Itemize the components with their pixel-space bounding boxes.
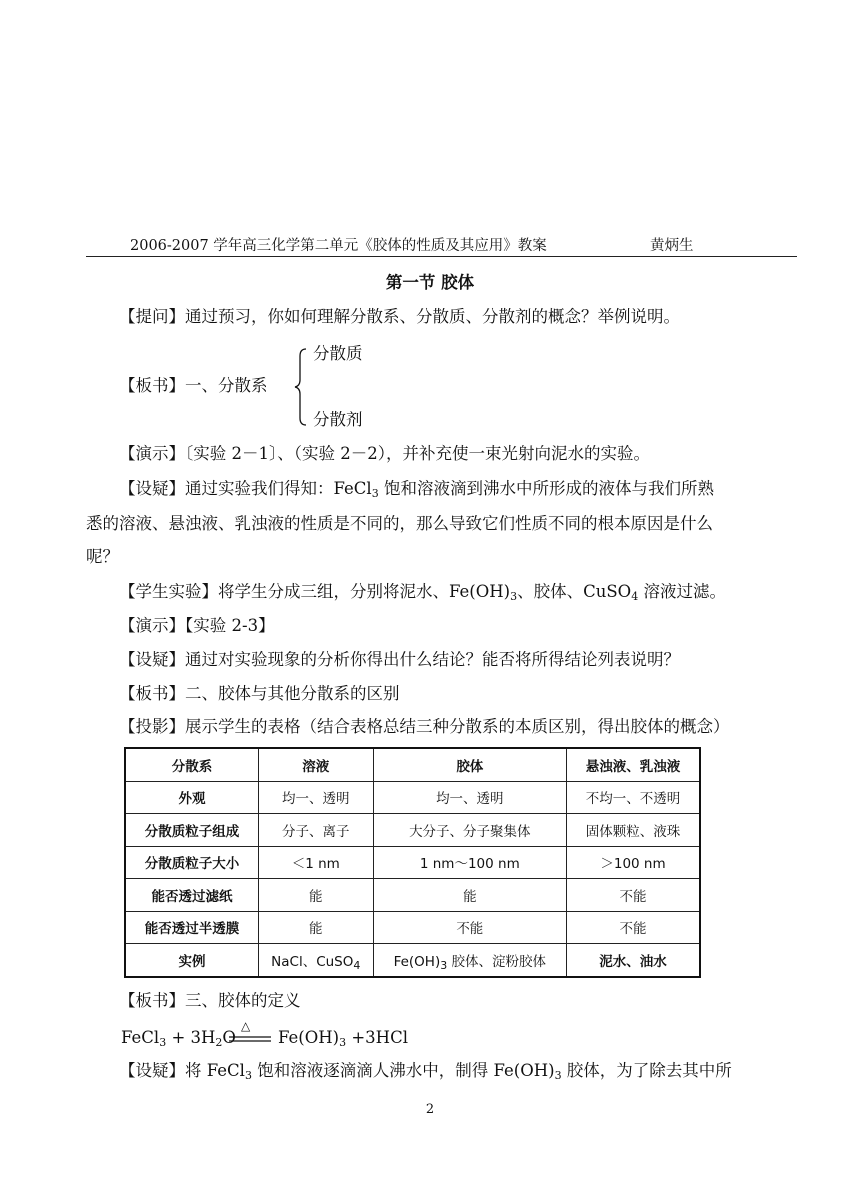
doubt-text: 胶体，为了除去其中所 (561, 1061, 732, 1080)
table-row-label: 分散质粒子组成 (125, 814, 258, 847)
table-row (125, 944, 700, 977)
tag-demo: 【演示】 (119, 444, 185, 463)
tag-board: 【板书】 (119, 991, 185, 1010)
equals-arrow-icon (229, 1030, 271, 1044)
cell-text: Fe(OH) (393, 953, 441, 970)
board-paragraph-3 (119, 990, 301, 1012)
projection-paragraph (119, 716, 730, 738)
hydrolysis-equation-right (278, 1027, 408, 1049)
demo-text-1: 〔实验 2－1〕、（实验 2－2），并补充使一束光射向泥水的实验。 (185, 444, 650, 463)
doubt-paragraph-1-line2: 悉的溶液、悬浊液、乳浊液的性质是不同的，那么导致它们性质不同的根本原因是什么 (86, 514, 713, 533)
subscript: 3 (159, 1036, 167, 1049)
table-cell: 能 (258, 879, 373, 912)
student-exp-pre: 将学生分成三组，分别将泥水、Fe(OH) (218, 582, 511, 601)
doubt-paragraph-2 (119, 649, 680, 671)
tag-question: 【提问】 (119, 307, 185, 326)
table-cell: 不能 (373, 911, 566, 944)
table-cell: 分子、离子 (258, 814, 373, 847)
doubt-text: 饱和溶液逐滴滴人沸水中，制得 Fe(OH) (251, 1061, 555, 1080)
tag-board: 【板书】 (119, 684, 185, 703)
table-cell: ＞100 nm (567, 846, 700, 879)
tag-board: 【板书】 (119, 376, 185, 395)
curly-brace-icon (294, 348, 308, 426)
table-row-label: 能否透过半透膜 (125, 911, 258, 944)
doubt-paragraph-1-line1 (119, 478, 714, 500)
table-cell: 固体颗粒、液珠 (567, 814, 700, 847)
eq-text: FeCl (121, 1028, 160, 1047)
doubt-paragraph-1-line3: 呢？ (86, 547, 119, 566)
question-text: 通过预习，你如何理解分散系、分散质、分散剂的概念？举例说明。 (185, 307, 680, 326)
doubt-paragraph-3 (119, 1060, 732, 1082)
table-cell (373, 944, 566, 977)
table-cell (258, 944, 373, 977)
subscript: 2 (215, 1036, 223, 1049)
board-paragraph-1 (119, 375, 268, 397)
demo-paragraph-2 (119, 615, 275, 637)
subscript: 3 (244, 1069, 252, 1082)
demo-paragraph-1 (119, 443, 650, 465)
subscript: 4 (353, 958, 361, 972)
board-paragraph-2 (119, 683, 400, 705)
page-number: 2 (425, 1102, 435, 1117)
board-text-2: 二、胶体与其他分散系的区别 (185, 684, 400, 703)
table-cell: 均一、透明 (258, 781, 373, 814)
eq-text: + 3H (166, 1028, 216, 1047)
subscript: 3 (339, 1036, 347, 1049)
table-header-row (125, 748, 700, 781)
table-header-cell: 悬浊液、乳浊液 (567, 748, 700, 781)
student-exp-post: 溶液过滤。 (638, 582, 726, 601)
table-header-cell: 胶体 (373, 748, 566, 781)
doubt-text: 将 FeCl (185, 1061, 245, 1080)
cell-text: 胶体、淀粉胶体 (447, 953, 547, 970)
heat-symbol: △ (241, 1019, 251, 1033)
table-cell: 能 (373, 879, 566, 912)
student-experiment-paragraph (119, 581, 726, 603)
table-header-cell: 分散系 (125, 748, 258, 781)
doubt-text-post: 饱和溶液滴到沸水中所形成的液体与我们所熟 (378, 479, 714, 498)
tag-doubt: 【设疑】 (119, 479, 185, 498)
subscript: 4 (631, 590, 639, 603)
cell-text: NaCl、CuSO (271, 953, 354, 970)
table-row (125, 814, 700, 847)
section-title: 第一节 胶体 (385, 273, 475, 292)
tag-demo: 【演示】 (119, 616, 185, 635)
eq-text: Fe(OH) (278, 1028, 340, 1047)
table-row (125, 879, 700, 912)
table-cell: 能 (258, 911, 373, 944)
demo-text-2: 【实验 2-3】 (185, 616, 275, 635)
table-cell: 大分子、分子聚集体 (373, 814, 566, 847)
board-text-1: 一、分散系 (185, 376, 268, 395)
table-cell: 不均一、不透明 (567, 781, 700, 814)
subscript: 3 (554, 1069, 562, 1082)
eq-text: +3HCl (346, 1028, 408, 1047)
author-name: 黄炳生 (650, 238, 694, 254)
subscript: 3 (510, 590, 518, 603)
tag-doubt: 【设疑】 (119, 650, 185, 669)
table-cell: 1 nm～100 nm (373, 846, 566, 879)
eq-text: O (222, 1028, 236, 1047)
tag-projection: 【投影】 (119, 717, 185, 736)
table-row (125, 781, 700, 814)
hydrolysis-equation-left (121, 1027, 236, 1049)
question-paragraph (119, 306, 680, 328)
table-row-label: 分散质粒子大小 (125, 846, 258, 879)
doubt-text-2: 通过对实验现象的分析你得出什么结论？能否将所得结论列表说明？ (185, 650, 680, 669)
table-cell: 均一、透明 (373, 781, 566, 814)
dispersion-comparison-table (124, 747, 701, 978)
table-row-label: 外观 (125, 781, 258, 814)
table-header-cell: 溶液 (258, 748, 373, 781)
tag-student-experiment: 【学生实验】 (119, 582, 218, 601)
header-rule (86, 256, 797, 257)
student-exp-mid: 、胶体、CuSO (517, 582, 632, 601)
table-cell: 不能 (567, 879, 700, 912)
table-row (125, 846, 700, 879)
table-cell: ＜1 nm (258, 846, 373, 879)
table-row (125, 911, 700, 944)
document-header: 2006-2007 学年高三化学第二单元《胶体的性质及其应用》教案 (130, 238, 547, 254)
branch-dispersed-phase: 分散质 (313, 344, 363, 363)
branch-dispersion-medium: 分散剂 (313, 410, 363, 429)
table-row-label: 能否透过滤纸 (125, 879, 258, 912)
tag-doubt: 【设疑】 (119, 1061, 185, 1080)
table-cell: 泥水、油水 (567, 944, 700, 977)
subscript: 3 (440, 958, 448, 972)
table-cell: 不能 (567, 911, 700, 944)
board-text-3: 三、胶体的定义 (185, 991, 301, 1010)
table-row-label: 实例 (125, 944, 258, 977)
subscript: 3 (371, 487, 379, 500)
projection-text: 展示学生的表格（结合表格总结三种分散系的本质区别，得出胶体的概念） (185, 717, 730, 736)
doubt-text-pre: 通过实验我们得知：FeCl (185, 479, 372, 498)
